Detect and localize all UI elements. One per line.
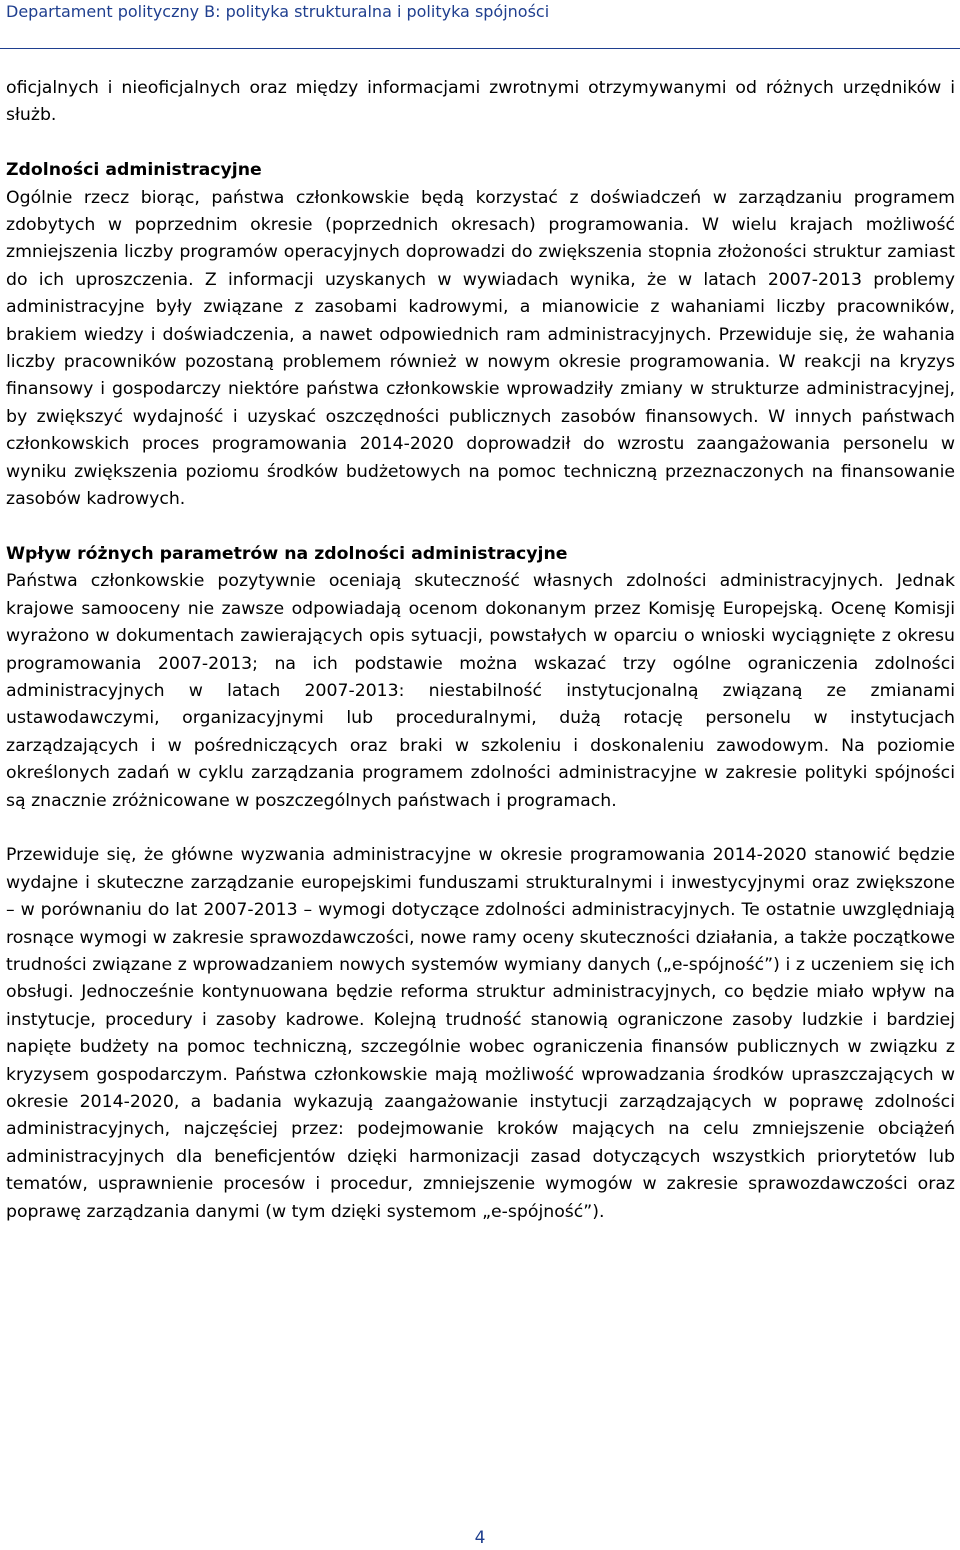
header-title: Departament polityczny B: polityka strukturalna i polityka spójności — [6, 2, 550, 21]
section-paragraph-parameters-impact: Państwa członkowskie pozytywnie oceniają skuteczność własnych zdolności administracyjnych. Jednak krajowe samooceny nie zawsze odpowiadają ocenom dokonanym przez Komisję Europejską. Ocenę Komisji wyrażono w dokumentach zawierających opis sytuacji, powstałych w oparciu o wnioski wyciągnięte z okresu programowania 2007-2013; na ich podstawie można wskazać trzy ogólne ograniczenia zdolności administracyjnych w latach 2007-2013: niestabilność instytucjonalną związaną ze zmianami ustawodawczymi, organizacyjnymi lub proceduralnymi, dużą rotację personelu w instytucjach zarządzających i w pośredniczących oraz braki w szkoleniu i doskonaleniu zawodowym. Na poziomie określonych zadań w cyklu zarządzania programem zdolności administracyjne w zakresie polityki spójności są znacznie zróżnicowane w poszczególnych państwach i programach. — [6, 571, 955, 811]
page-header — [0, 0, 960, 50]
spacer — [6, 513, 955, 540]
spacer — [6, 130, 955, 157]
section-paragraph-administrative-capacity: Ogólnie rzecz biorąc, państwa członkowskie będą korzystać z doświadczeń w zarządzaniu programem zdobytych w poprzednim okresie (poprzednich okresach) programowania. W wielu krajach możliwość zmniejszenia liczby programów operacyjnych doprowadzi do zwiększenia stopnia złożoności struktur zamiast do ich uproszczenia. Z informacji uzyskanych w wywiadach wynika, że w latach 2007-2013 problemy administracyjne były związane z zasobami kadrowymi, a mianowicie z wahaniami liczby pracowników, brakiem wiedzy i doświadczenia, a nawet odpowiednich ram administracyjnych. Przewiduje się, że wahania liczby pracowników pozostaną problemem również w nowym okresie programowania. W reakcji na kryzys finansowy i gospodarczy niektóre państwa członkowskie wprowadziły zmiany w strukturze administracyjnej, by zwiększyć wydajność i uzyskać oszczędności publicznych zasobów finansowych. W innych państwach członkowskich proces programowania 2014-2020 doprowadził do wzrostu zaangażowania personelu w wyniku zwiększenia poziomu środków budżetowych na pomoc techniczną przeznaczonych na finansowanie zasobów kadrowych. — [6, 187, 955, 510]
intro-continuation-paragraph: oficjalnych i nieoficjalnych oraz między informacjami zwrotnymi otrzymywanymi od różnych urzędników i służb. — [6, 78, 955, 126]
section-heading-parameters-impact: Wpływ różnych parametrów na zdolności administracyjne — [6, 543, 568, 564]
document-body — [6, 75, 955, 1226]
spacer — [6, 815, 955, 842]
header-divider — [0, 48, 960, 49]
section-heading-administrative-capacity: Zdolności administracyjne — [6, 160, 262, 181]
challenges-paragraph: Przewiduje się, że główne wyzwania administracyjne w okresie programowania 2014-2020 stanowić będzie wydajne i skuteczne zarządzanie europejskimi funduszami strukturalnymi i inwestycyjnymi oraz zwiększone – w porównaniu do lat 2007-2013 – wymogi dotyczące zdolności administracyjnych. Te ostatnie uwzględniają rosnące wymogi w zakresie sprawozdawczości, nowe ramy oceny skuteczności działania, a także początkowe trudności związane z wprowadzaniem nowych systemów wymiany danych („e-spójność”) i z uczeniem się ich obsługi. Jednocześnie kontynuowana będzie reforma struktur administracyjnych, co będzie miało wpływ na instytucje, procedury i zasoby kadrowe. Kolejną trudność stanowią ograniczone zasoby ludzkie i bardziej napięte budżety na pomoc techniczną, szczególnie wobec ograniczenia finansów publicznych w związku z kryzysem gospodarczym. Państwa członkowskie mają możliwość wprowadzania środków upraszczających w okresie 2014-2020, a badania wykazują zaangażowanie instytucji zarządzających w poprawę zdolności administracyjnych, najczęściej przez: podejmowanie kroków mających na celu zmniejszenie obciążeń administracyjnych dla beneficjentów dzięki harmonizacji zasad dotyczących wszystkich priorytetów lub tematów, usprawnienie procesów i procedur, zmniejszenie wymogów w zakresie sprawozdawczości oraz poprawę zarządzania danymi (w tym dzięki systemom „e-spójność”). — [6, 845, 955, 1222]
page-number: 4 — [474, 1528, 486, 1548]
